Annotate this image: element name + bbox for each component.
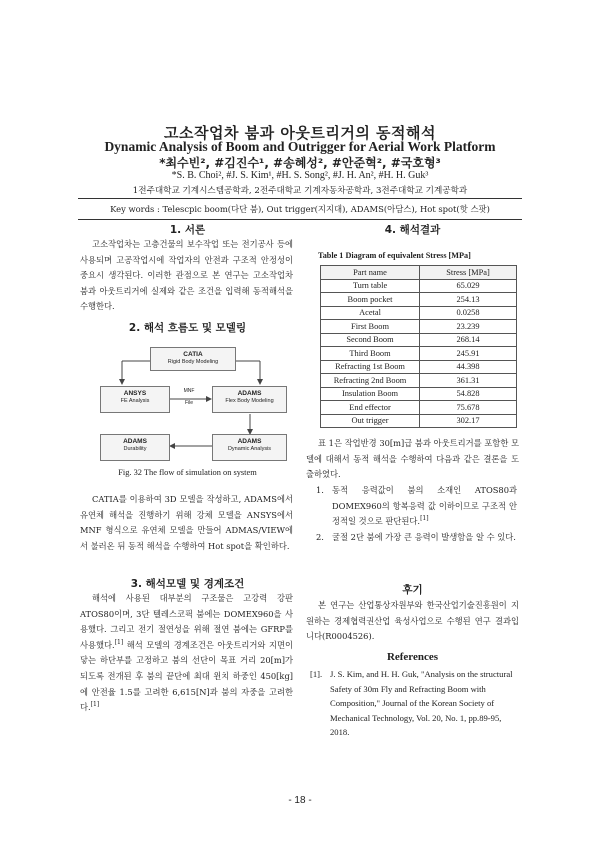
table-cell-stress: 75.678 (420, 401, 517, 415)
adams-dyn-title: ADAMS (237, 438, 262, 445)
table-cell-stress: 361.31 (420, 374, 517, 388)
references-list (310, 667, 518, 740)
table-cell-stress: 44.398 (420, 360, 517, 374)
ansys-box (100, 386, 170, 413)
ack-text: 본 연구는 산업통상자원부와 한국산업기술진흥원이 지원하는 경제협력권산업 육성사업으로 수행된 연구 결과입니다(R0004526). (306, 600, 519, 642)
catia-box (150, 347, 236, 371)
table-caption: Table 1 Diagram of equivalent Stress [MPa] (318, 251, 471, 260)
affiliations: 1전주대학교 기계시스템공학과, 2전주대학교 기계자동차공학과, 3전주대학교 기계공학과 (132, 186, 468, 196)
table-cell-part: Refracting 1st Boom (321, 360, 420, 374)
list-item-number: 2. (316, 531, 324, 542)
divider-top (78, 198, 522, 199)
table-header-row (321, 266, 517, 280)
results-list (316, 483, 517, 545)
table-row (321, 347, 517, 361)
results-paragraph (306, 436, 519, 483)
table-cell-part: Turn table (321, 279, 420, 293)
table-cell-part: Insulation Boom (321, 387, 420, 401)
table-cell-stress: 245.91 (420, 347, 517, 361)
table-cell-part: Acetal (321, 306, 420, 320)
section-heading-ack: 후기 (402, 584, 423, 596)
table-cell-stress: 302.17 (420, 414, 517, 428)
model-ref-2: [1] (90, 701, 100, 709)
paper-title-korean: 고소작업차 붐과 아웃트리거의 동적해석 (164, 124, 436, 142)
list-item-text: 굴절 2단 붐에 가장 큰 응력이 발생함을 알 수 있다. (332, 531, 516, 542)
table-row (321, 401, 517, 415)
model-paragraph (80, 591, 293, 716)
authors-korean: *최수빈², #김진수¹, #송혜성², #안준혁², #국호형³ (159, 156, 441, 170)
table-row (321, 387, 517, 401)
model-text-1: 해석에 사용된 대부분의 구조물은 고강력 강판 ATOS80이며, 3단 텔레스코픽 붐에는 DOMEX960을 사용했다. 그리고 전기 절연성을 위해 절연 붐에는 GFRP를 사용했다. (80, 593, 293, 650)
model-text (80, 591, 293, 716)
list-item-ref: [1] (420, 515, 429, 523)
model-text-2: 해석 모델의 경계조건은 아웃트리거와 지면이 닿는 하단부를 고정하고 붐의 선단이 목표 거리 20[m]가 되도록 전개된 후 붐의 끝단에 최대 윈치 하중인 450[kg]에 안전율 1.5를 고려한 6,615[N]과 붐의 자중을 고려한다. (80, 639, 293, 713)
section-heading-model: 3. 해석모델 및 경계조건 (130, 578, 245, 590)
list-item-text: 동적 응력값이 붐의 소재인 ATOS80과 DOMEX960의 항복응력 값 이하이므로 구조적 안정적일 것으로 판단된다. (332, 485, 517, 527)
ack-paragraph (306, 598, 519, 645)
table-cell-stress: 65.029 (420, 279, 517, 293)
table-row (321, 360, 517, 374)
table-header-part: Part name (321, 266, 420, 280)
table-cell-stress: 23.239 (420, 320, 517, 334)
intro-paragraph (80, 237, 293, 315)
page-number: - 18 - (288, 795, 312, 806)
list-item (316, 483, 517, 530)
figure-caption: Fig. 32 The flow of simulation on system (118, 468, 257, 477)
reference-item (310, 667, 518, 740)
table-row (321, 414, 517, 428)
divider-bottom (78, 219, 522, 220)
catia-title: CATIA (183, 351, 203, 358)
table-cell-stress: 254.13 (420, 293, 517, 307)
table-cell-part: Third Boom (321, 347, 420, 361)
table-row (321, 320, 517, 334)
table-cell-part: End effector (321, 401, 420, 415)
table-cell-part: Second Boom (321, 333, 420, 347)
mnf-label: MNF (183, 388, 195, 394)
adams-dyn-sub: Dynamic Analysis (227, 446, 272, 452)
adams-dynamic-box (212, 434, 287, 461)
list-item-number: 1. (316, 485, 324, 495)
table-cell-stress: 268.14 (420, 333, 517, 347)
table-cell-part: Boom pocket (321, 293, 420, 307)
ansys-sub: FE Analysis (120, 398, 150, 404)
adams-flex-box (212, 386, 287, 413)
table-cell-stress: 0.0258 (420, 306, 517, 320)
mnf-file-label (174, 388, 204, 406)
adams-dur-title: ADAMS (123, 438, 147, 445)
table-cell-part: First Boom (321, 320, 420, 334)
reference-number: [1]. (310, 669, 323, 679)
adams-dur-sub: Durability (123, 446, 147, 452)
table-row (321, 293, 517, 307)
table-row (321, 279, 517, 293)
section-heading-flow: 2. 해석 흐름도 및 모델링 (128, 322, 247, 334)
results-text: 표 1은 작업반경 30[m]급 붐과 아웃트리거를 포함한 모델에 대해서 동적 해석을 수행하여 다음과 같은 결론을 도출하였다. (306, 438, 519, 480)
simulation-flow-diagram (100, 338, 285, 463)
model-ref-1: [1] (114, 639, 124, 647)
section-heading-references: References (386, 651, 439, 663)
table-cell-part: Out trigger (321, 414, 420, 428)
stress-table (320, 265, 517, 428)
table-cell-stress: 54.828 (420, 387, 517, 401)
flow-text: CATIA를 이용하여 3D 모델을 작성하고, ADAMS에서 유연체 해석을 진행하기 위해 강체 모델을 ANSYS에서 MNF 형식으로 유연체 모델을 만들어 ADMAS/VIEW에서 불러온 뒤 동적 해석을 수행하여 Hot spot을 확인하다. (80, 494, 293, 551)
ansys-title: ANSYS (123, 390, 147, 397)
reference-text: J. S. Kim, and H. H. Guk, "Analysis on the structural Safety of 30m Fly and Refracting Boom with Composition," Journal of the Korean Society of Mechanical Technology, Vol. 20, No. 1, pp.89-95, 2018. (330, 669, 513, 737)
section-heading-results: 4. 해석결과 (384, 224, 441, 236)
table-cell-part: Refracting 2nd Boom (321, 374, 420, 388)
table-row (321, 374, 517, 388)
catia-sub: Rigid Body Modeling (167, 359, 219, 365)
table-row (321, 333, 517, 347)
paper-title-english: Dynamic Analysis of Boom and Outrigger for Aerial Work Platform (104, 139, 496, 154)
adams-flex-sub: Flex Body Modeling (225, 398, 274, 404)
keywords: Key words : Telescpic boom(다단 붐), Out trigger(지지대), ADAMS(아담스), Hot spot(핫 스팟) (110, 204, 490, 214)
table-header-stress: Stress [MPa] (420, 266, 517, 280)
authors-english: *S. B. Choi², #J. S. Kim¹, #H. S. Song², #J. H. An², #H. H. Guk³ (171, 170, 429, 181)
table-row (321, 306, 517, 320)
adams-flex-title: ADAMS (237, 390, 262, 397)
section-heading-intro: 1. 서론 (169, 224, 206, 236)
file-label: File (184, 400, 194, 406)
flow-paragraph (80, 492, 293, 554)
intro-text: 고소작업차는 고층건물의 보수작업 또는 전기공사 등에 사용되며 고공작업시에 작업자의 안전과 구조적 안정성이 중요시 생각된다. 이러한 관점으로 본 연구는 고소작업차 붐과 아웃트리거에 실제와 같은 조건을 입력해 동적해석을 수행한다. (80, 239, 293, 312)
list-item (316, 530, 517, 546)
adams-durability-box (100, 434, 170, 461)
